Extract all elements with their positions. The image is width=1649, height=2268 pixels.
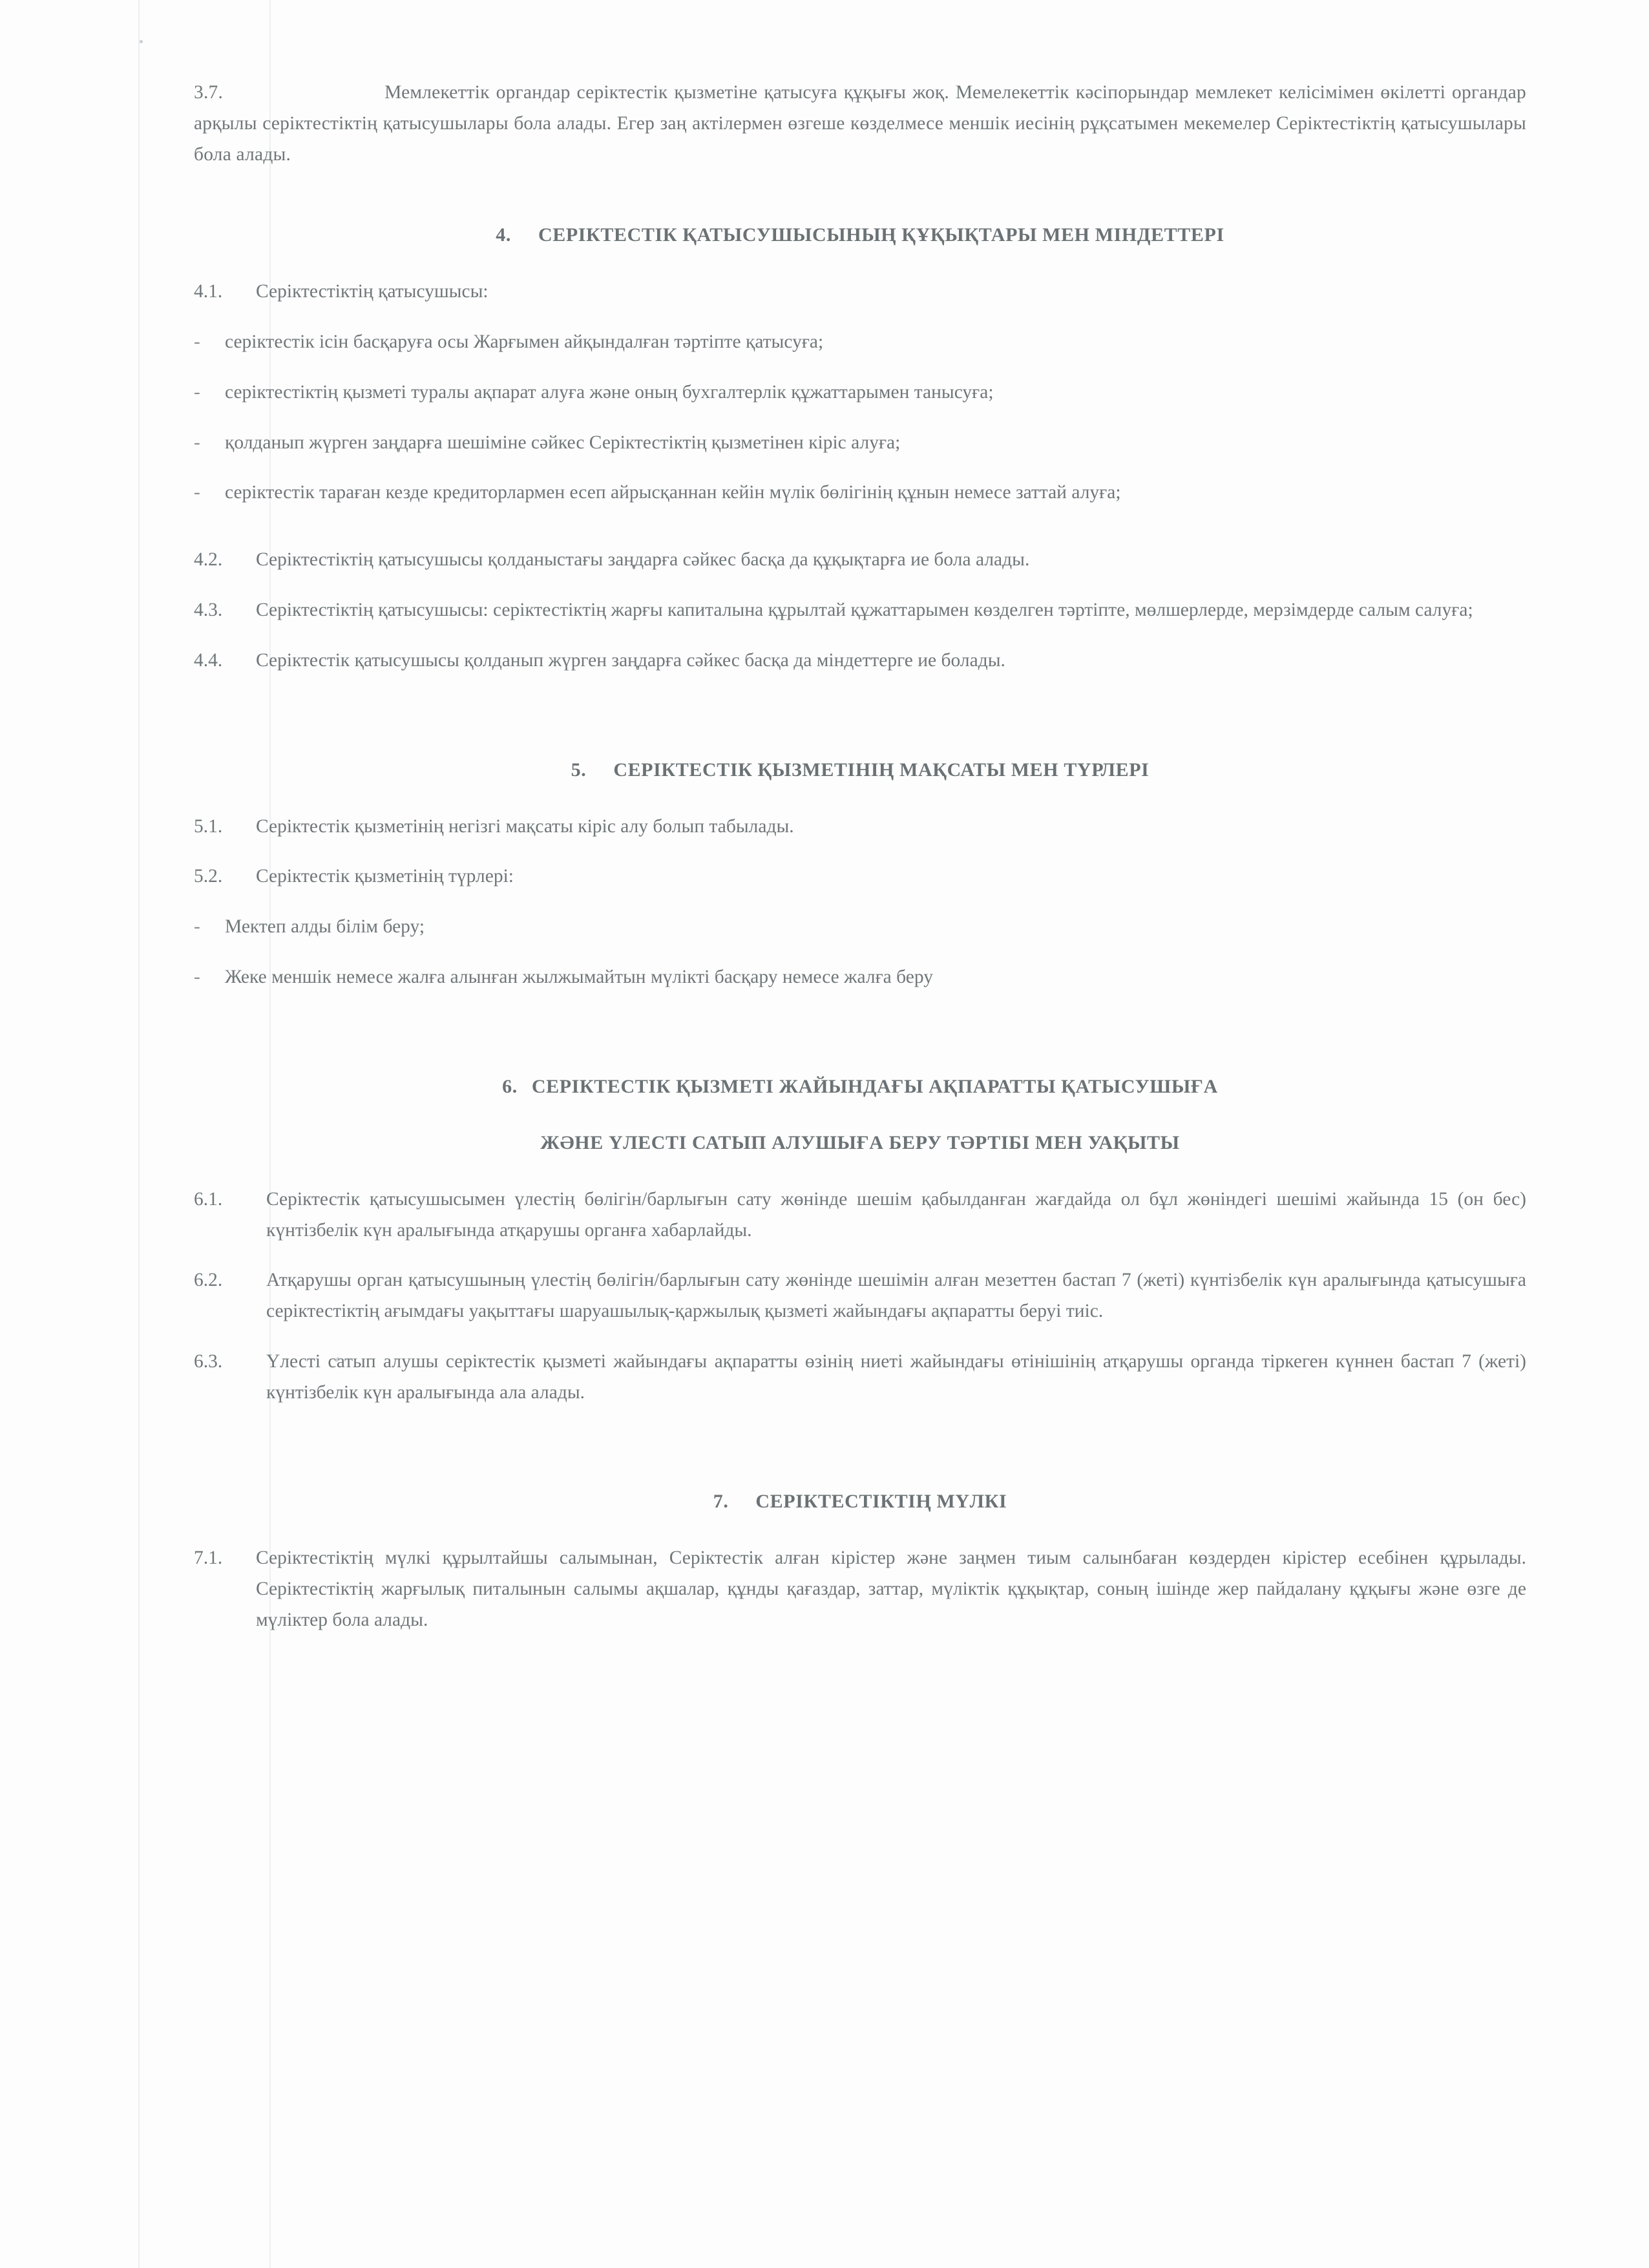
clause-number: 5.1. [194, 815, 223, 837]
clause-text: Атқарушы орган қатысушының үлестің бөлігін/барлығын сату жөнінде шешімін алған мезеттен бастап 7 (жеті) күнтізбелік күн аралығында қатысушыға серіктестіктің ағымдағы уақыттағы шаруашылық-қаржылық қызметі жайындағы ақпаратты беруі тиіс. [266, 1270, 1526, 1322]
bullet-text: Мектеп алды білім беру; [225, 916, 425, 938]
section-6-number: 6. [502, 1075, 518, 1097]
section-7-number: 7. [713, 1491, 729, 1513]
bullet-dash: - [194, 432, 200, 453]
clause-6-1 [194, 1184, 1526, 1246]
section-4-number: 4. [496, 224, 511, 246]
section-5-heading [194, 755, 1526, 784]
bullet-dash: - [194, 916, 200, 938]
clause-6-2 [194, 1265, 1526, 1327]
clause-4-3 [194, 595, 1526, 626]
bullet-text: серіктестік тараған кезде кредиторлармен есеп айрысқаннан кейін мүлік бөлігінің құнын немесе заттай алуға; [225, 482, 1121, 503]
section-6-title-line1: СЕРІКТЕСТІК ҚЫЗМЕТІ ЖАЙЫНДАҒЫ АҚПАРАТТЫ ҚАТЫСУШЫҒА [531, 1075, 1218, 1097]
section-6-subheading [194, 1128, 1526, 1157]
list-item [194, 962, 1526, 993]
bullet-text: серіктестік ісін басқаруға осы Жарғымен айқындалған тәртіпте қатысуға; [225, 331, 824, 353]
section-5-number: 5. [571, 759, 587, 781]
clause-number: 4.3. [194, 600, 223, 621]
paragraph-text: Мемлекеттік органдар серіктестік қызметіне қатысуға құқығы жоқ. Мемелекеттік кәсіпорындар мемлекет келісімімен өкілетті органдар арқылы серіктестіктің қатысушылары бола алады. Егер заң актілермен өзгеше көзделмесе меншік иесінің рұқсатымен мекемелер Серіктестіктің қатысушылары бола алады. [194, 82, 1526, 165]
clause-text: Серіктестіктің мүлкі құрылтайшы салымынан, Серіктестік алған кірістер және заңмен тиым салынбаған көздерден кірістер есебінен құрылады. Серіктестіктің жарғылық питалынын салымы ақшалар, құнды қағаздар, заттар, мүліктік құқықтар, соның ішінде жер пайдалану құқығы және өзге де мүліктер бола алады. [256, 1548, 1526, 1630]
list-item [194, 377, 1526, 408]
bullet-dash: - [194, 331, 200, 353]
clause-4-2 [194, 545, 1526, 576]
bullet-dash: - [194, 966, 200, 987]
clause-text: Серіктестік қызметінің түрлері: [256, 866, 514, 887]
scan-artifact-line [138, 0, 140, 2268]
clause-number: 5.2. [194, 866, 223, 887]
document-body [194, 78, 1526, 1636]
bullet-text: Жеке меншік немесе жалға алынған жылжымайтын мүлікті басқару немесе жалға беру [225, 966, 933, 987]
bullet-dash: - [194, 381, 200, 403]
clause-number: 6.3. [194, 1350, 223, 1372]
clause-text: Серіктестіктің қатысушысы: [256, 281, 488, 302]
clause-6-3 [194, 1347, 1526, 1409]
bullet-text: қолданып жүрген заңдарға шешіміне сәйкес Серіктестіктің қызметінен кіріс алуға; [225, 432, 901, 453]
clause-text: Серіктестіктің қатысушысы: серіктестіктің жарғы капиталына құрылтай құжаттарымен көзделген тәртіпте, мөлшерлерде, мерзімдерде салым салуға; [256, 600, 1473, 621]
clause-number: 6.1. [194, 1188, 223, 1210]
scan-speck [140, 40, 143, 43]
clause-number: 4.4. [194, 649, 223, 671]
list-item [194, 478, 1526, 509]
section-6-heading [194, 1072, 1526, 1101]
section-5-title: СЕРІКТЕСТІК ҚЫЗМЕТІНІҢ МАҚСАТЫ МЕН ТҮРЛЕРІ [613, 759, 1150, 781]
clause-number: 4.2. [194, 549, 223, 571]
section-7-heading [194, 1487, 1526, 1516]
clause-text: Серіктестік қатысушысы қолданып жүрген заңдарға сәйкес басқа да міндеттерге ие болады. [256, 649, 1005, 671]
clause-number: 6.2. [194, 1270, 223, 1291]
clause-4-4 [194, 646, 1526, 677]
bullet-dash: - [194, 482, 200, 503]
list-item [194, 912, 1526, 943]
section-4-title: СЕРІКТЕСТІК ҚАТЫСУШЫСЫНЫҢ ҚҰҚЫҚТАРЫ МЕН МІНДЕТТЕРІ [538, 224, 1224, 246]
clause-7-1 [194, 1543, 1526, 1635]
list-item [194, 327, 1526, 358]
section-4-heading [194, 220, 1526, 249]
paragraph-number: 3.7. [194, 82, 224, 103]
clause-text: Серіктестік қызметінің негізгі мақсаты кіріс алу болып табылады. [256, 815, 794, 837]
clause-number: 7.1. [194, 1548, 223, 1569]
clause-text: Серіктестіктің қатысушысы қолданыстағы заңдарға сәйкес басқа да құқықтарға ие бола алады. [256, 549, 1030, 571]
list-item [194, 428, 1526, 459]
clause-4-1 [194, 277, 1526, 308]
clause-text: Үлесті сатып алушы серіктестік қызметі жайындағы ақпаратты өзінің ниеті жайындағы өтінішінің атқарушы органда тіркеген күннен бастап 7 (жеті) күнтізбелік күн аралығында ала алады. [266, 1350, 1526, 1403]
clause-5-1 [194, 812, 1526, 843]
paragraph-3-7 [194, 78, 1526, 170]
bullet-text: серіктестіктің қызметі туралы ақпарат алуға және оның бухгалтерлік құжаттарымен танысуға; [225, 381, 994, 403]
section-6-title-line2: ЖӘНЕ ҮЛЕСТІ САТЫП АЛУШЫҒА БЕРУ ТӘРТІБІ МЕН УАҚЫТЫ [540, 1131, 1180, 1153]
clause-text: Серіктестік қатысушысымен үлестің бөлігін/барлығын сату жөнінде шешім қабылданған жағдайда ол бұл жөніндегі шешімі жайында 15 (он бес) күнтізбелік күн аралығында атқарушы органға хабарлайды. [266, 1188, 1526, 1241]
section-7-title: СЕРІКТЕСТІКТІҢ МҮЛКІ [755, 1491, 1007, 1513]
clause-5-2 [194, 861, 1526, 892]
clause-number: 4.1. [194, 281, 223, 302]
